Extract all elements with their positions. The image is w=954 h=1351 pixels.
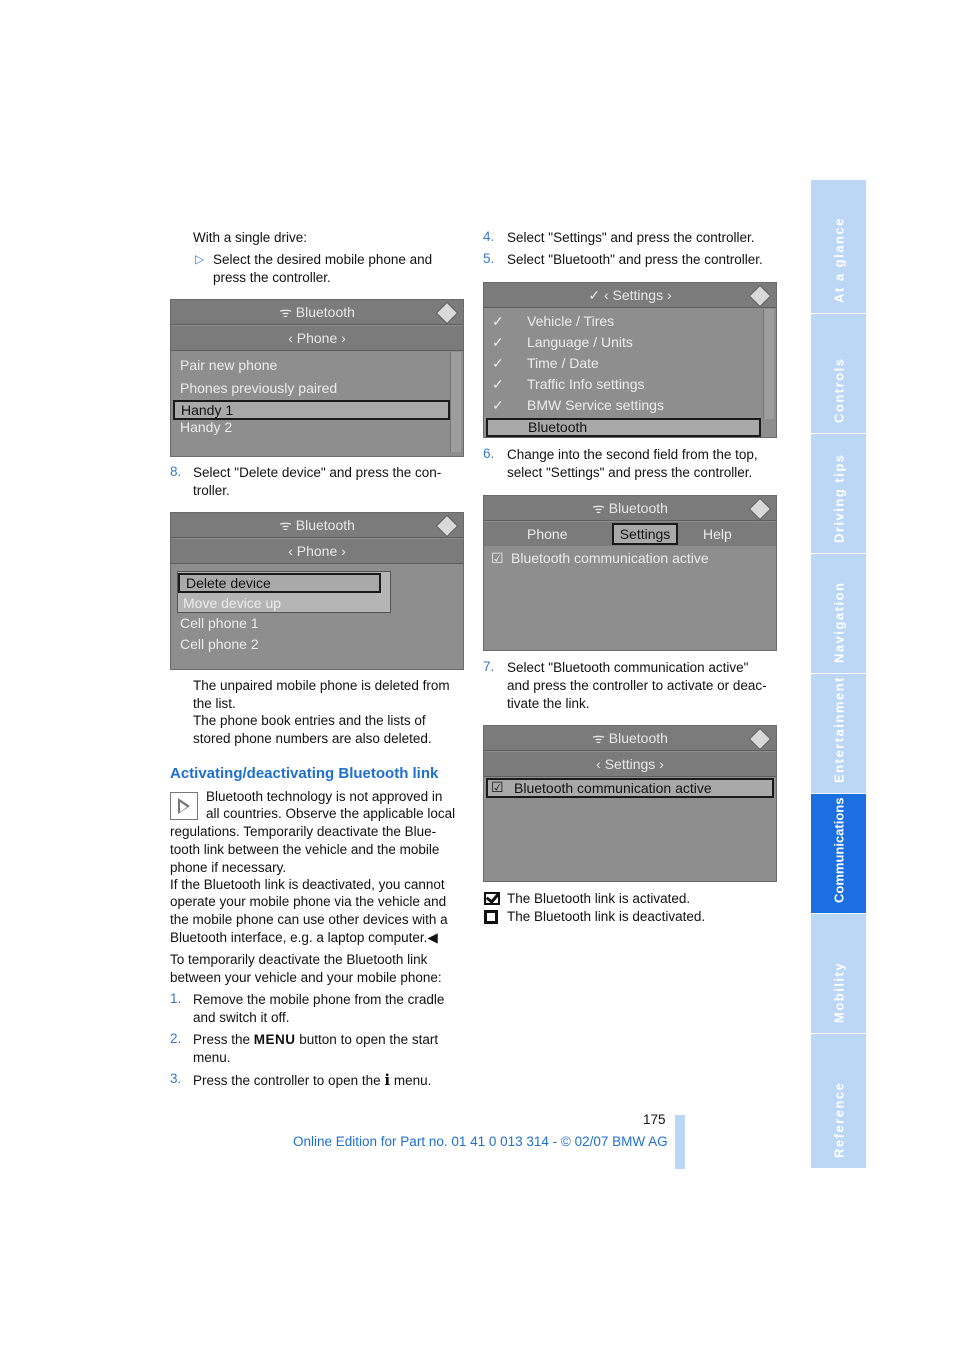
menu-item: Cell phone 1	[180, 615, 259, 631]
chapter-tabs	[811, 180, 866, 1168]
result-line-2: the list.	[193, 696, 236, 711]
tab-label: At a glance	[831, 217, 846, 303]
note-line: If the Bluetooth link is deactivated, you cannot	[170, 877, 445, 892]
screen-subtitle: ‹ Phone ›	[171, 539, 463, 564]
intro-text: With a single drive:	[193, 230, 308, 245]
service-icon: ✓	[492, 397, 504, 413]
step-1-line-2: and switch it off.	[193, 1010, 290, 1025]
menu-item: Vehicle / Tires	[527, 313, 615, 329]
tab-help: Help	[703, 526, 732, 542]
settings-icon: ✓	[588, 287, 601, 303]
menu-item-selected: Bluetooth communication active	[486, 778, 774, 798]
note-line: regulations. Temporarily deactivate the Blue-	[170, 824, 437, 839]
step-2-line-2: menu.	[193, 1050, 231, 1065]
bullet-line-1: Select the desired mobile phone and	[213, 252, 433, 267]
tab-label: Navigation	[831, 581, 846, 663]
scrollbar	[450, 352, 461, 452]
note-icon	[170, 792, 198, 820]
menu-item: Move device up	[183, 595, 282, 611]
step-5-text: Select "Bluetooth" and press the controller.	[507, 252, 763, 267]
note-line: phone if necessary.	[170, 860, 287, 875]
screen-title: Bluetooth	[295, 304, 355, 320]
screen-bluetooth-settings	[483, 725, 777, 882]
language-icon: ✓	[492, 334, 504, 350]
tab-entertainment[interactable]	[811, 674, 866, 794]
screen-title: Bluetooth	[295, 517, 355, 533]
screen-title-bar	[484, 496, 776, 521]
menu-item: Traffic Info settings	[527, 376, 645, 392]
step-3-number: 3.	[170, 1071, 182, 1086]
tab-label: Communications	[831, 797, 846, 903]
bluetooth-icon: ᯤ	[279, 517, 292, 533]
note-line: Bluetooth interface, e.g. a laptop computer.◀	[170, 930, 438, 945]
tab-label: Mobility	[831, 961, 846, 1023]
note-line: Bluetooth technology is not approved in	[206, 789, 443, 804]
temp-line-2: between your vehicle and your mobile phone:	[170, 970, 442, 985]
result-line-4: stored phone numbers are also deleted.	[193, 731, 432, 746]
scrollbar	[763, 309, 774, 419]
screen-bluetooth-tabs	[483, 495, 777, 651]
tab-communications[interactable]	[811, 794, 866, 914]
step-2-text-end: button to open the start	[295, 1032, 439, 1047]
step-7-line-3: tivate the link.	[507, 696, 590, 711]
section-heading: Activating/deactivating Bluetooth link	[170, 765, 439, 782]
step-1-line-1: Remove the mobile phone from the cradle	[193, 992, 445, 1007]
screen-subtitle: ‹ Phone ›	[171, 326, 463, 351]
check-icon: ☑	[491, 550, 504, 566]
screen-title: Bluetooth	[608, 500, 668, 516]
menu-item-selected: Delete device	[178, 573, 381, 593]
bluetooth-icon: ᯤ	[592, 500, 605, 516]
step-5-number: 5.	[483, 251, 495, 266]
screen-delete-device	[170, 512, 464, 670]
step-8-number: 8.	[170, 464, 182, 479]
check-icon: ☑	[491, 779, 504, 795]
screen-title-bar	[484, 726, 776, 751]
step-8-line-1: Select "Delete device" and press the con-	[193, 465, 442, 480]
menu-item: Cell phone 2	[180, 636, 259, 652]
bluetooth-icon: ᯤ	[592, 730, 605, 746]
tab-label: Controls	[831, 357, 846, 423]
note-triangle-inner	[180, 802, 187, 812]
screen-title: Bluetooth	[608, 730, 668, 746]
menu-item: Time / Date	[527, 355, 599, 371]
step-6-line-2: select "Settings" and press the controller.	[507, 465, 753, 480]
step-2-text: Press the	[193, 1032, 254, 1047]
tab-mobility[interactable]	[811, 914, 866, 1034]
result-line-3: The phone book entries and the lists of	[193, 713, 426, 728]
menu-item-selected: Bluetooth	[486, 418, 761, 437]
tab-label: Entertainment	[831, 676, 846, 783]
empty-box-icon	[484, 910, 498, 924]
note-line: the mobile phone can use other devices with a	[170, 912, 448, 927]
screen-settings-menu	[483, 282, 777, 438]
step-2-number: 2.	[170, 1031, 182, 1046]
bullet-triangle-icon: ▷	[195, 252, 205, 266]
legend-active: The Bluetooth link is activated.	[507, 891, 691, 906]
page-number: 175	[643, 1112, 666, 1127]
step-8-line-2: troller.	[193, 483, 230, 498]
link-inactive-icon	[484, 910, 498, 927]
step-4-number: 4.	[483, 229, 495, 244]
note-line: operate your mobile phone via the vehicle and	[170, 894, 447, 909]
step-1-number: 1.	[170, 991, 182, 1006]
menu-key-label: MENU	[253, 1032, 296, 1047]
tab-reference[interactable]	[811, 1034, 866, 1169]
screen-title-bar	[171, 300, 463, 325]
tab-driving-tips[interactable]	[811, 434, 866, 554]
check-box-icon	[484, 892, 500, 905]
tab-controls[interactable]	[811, 314, 866, 434]
note-line: all countries. Observe the applicable local	[206, 806, 456, 821]
step-6-line-1: Change into the second field from the top,	[507, 447, 758, 462]
screen-subtitle: ‹ Settings ›	[484, 752, 776, 777]
tab-label: Reference	[831, 1081, 846, 1158]
menu-item: BMW Service settings	[527, 397, 664, 413]
step-7-line-1: Select "Bluetooth communication active"	[507, 660, 749, 675]
traffic-icon: ✓	[492, 376, 504, 392]
tab-navigation[interactable]	[811, 554, 866, 674]
step-7-number: 7.	[483, 659, 495, 674]
tab-settings: Settings	[612, 523, 678, 545]
info-icon: i	[384, 1071, 391, 1089]
screen-title-bar	[484, 283, 776, 308]
clock-icon: ✓	[492, 355, 504, 371]
tab-at-a-glance[interactable]	[811, 180, 866, 314]
menu-item: Handy 2	[180, 419, 233, 435]
tab-label: Driving tips	[831, 453, 846, 543]
step-2-line-1	[193, 1031, 438, 1049]
bullet-line-2: press the controller.	[213, 270, 331, 285]
tab-phone: Phone	[527, 526, 568, 542]
result-line-1: The unpaired mobile phone is deleted from	[193, 678, 450, 693]
bluetooth-icon: ᯤ	[279, 304, 292, 320]
step-3-text-end: menu.	[390, 1073, 432, 1088]
edition-line: Online Edition for Part no. 01 41 0 013 314 - © 02/07 BMW AG	[293, 1134, 668, 1149]
note-line: tooth link between the vehicle and the mobile	[170, 842, 440, 857]
menu-item: Language / Units	[527, 334, 633, 350]
menu-item: Bluetooth communication active	[511, 550, 709, 566]
step-6-number: 6.	[483, 446, 495, 461]
step-3-text: Press the controller to open the	[193, 1073, 385, 1088]
temp-line-1: To temporarily deactivate the Bluetooth link	[170, 952, 428, 967]
menu-item: Phones previously paired	[180, 380, 338, 396]
vehicle-icon: ✓	[492, 313, 504, 329]
page-marker-bar	[675, 1115, 685, 1169]
step-3-line	[193, 1071, 431, 1090]
step-4-text: Select "Settings" and press the controller.	[507, 230, 755, 245]
screen-title-bar	[171, 513, 463, 538]
menu-item-selected: Handy 1	[173, 400, 450, 420]
menu-item: Pair new phone	[180, 357, 278, 373]
screen-phone-list	[170, 299, 464, 457]
step-7-line-2: and press the controller to activate or deac-	[507, 678, 767, 693]
legend-inactive: The Bluetooth link is deactivated.	[507, 909, 706, 924]
link-active-icon	[484, 892, 500, 908]
screen-title: ‹ Settings ›	[603, 287, 672, 303]
